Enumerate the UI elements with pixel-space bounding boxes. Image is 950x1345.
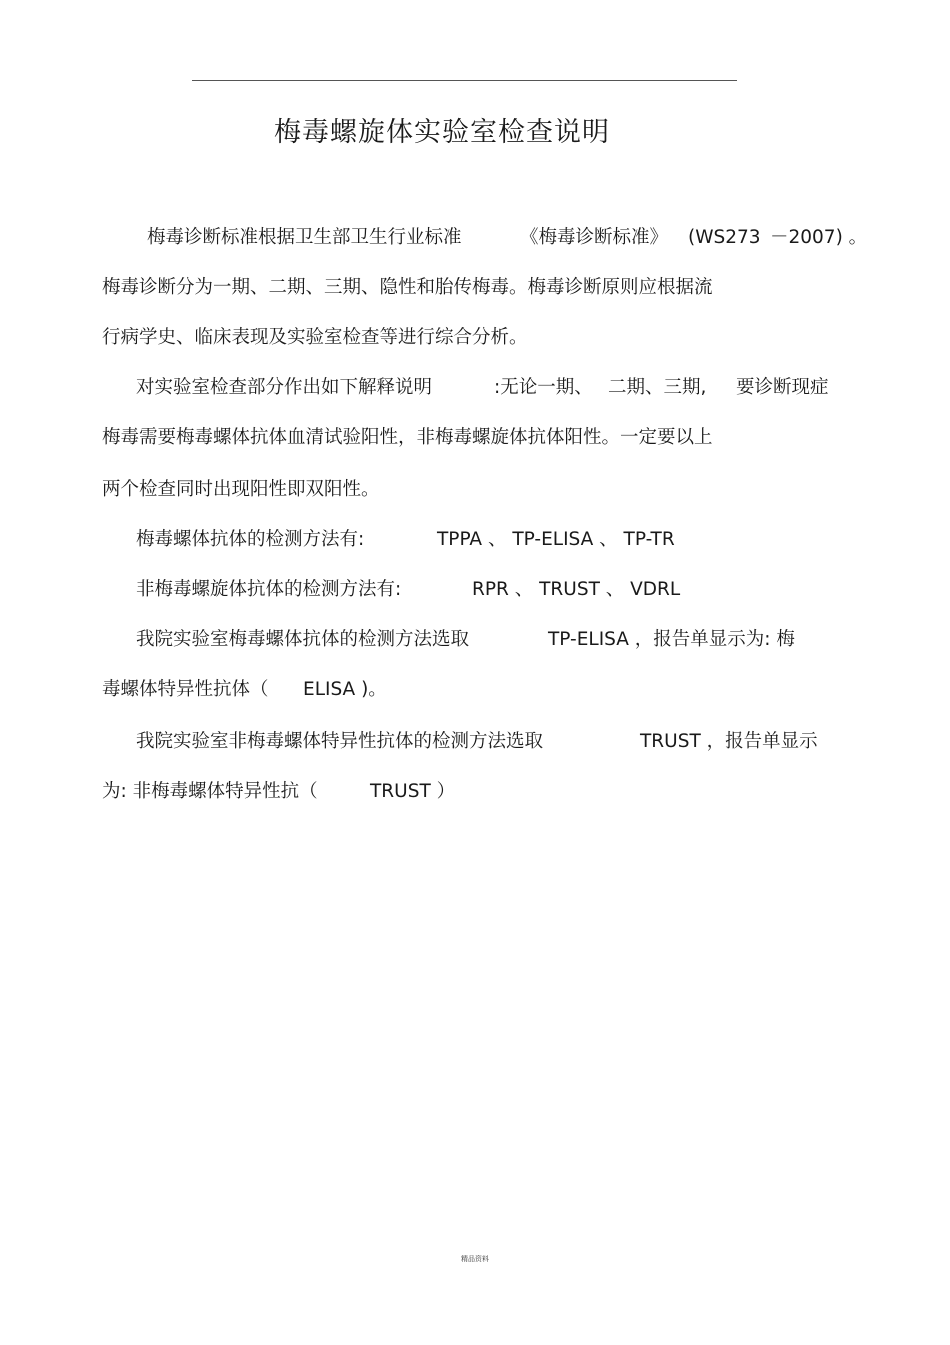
p2-text: 对实验室检查部分作出如下解释说明 [136,377,433,398]
p6-report-method: TRUST ） [370,781,456,802]
p3-methods: TPPA 、 TP-ELISA 、 TP-TR [437,529,675,550]
p1-text: 梅毒诊断标准根据卫生部卫生行业标准 [147,227,462,248]
p1-standard-code: (WS273 [688,227,761,248]
p2-text-b: :无论一期、 [494,377,593,398]
p5-report-label: 毒螺体特异性抗体（ [102,679,269,700]
p1-line-3: 行病学史、临床表现及实验室检查等进行综合分析。 [102,327,528,348]
p2-line-2: 梅毒需要梅毒螺体抗体血清试验阳性，非梅毒螺旋体抗体阳性。一定要以上 [102,427,713,448]
p2-text-c: 二期、三期, [608,377,707,398]
p1-standard-year: －2007) 。 [770,227,868,248]
p4-methods: RPR 、 TRUST 、 VDRL [472,579,681,600]
p1-line-1 [0,226,950,250]
p5-method: TP-ELISA ，报告单显示为: 梅 [548,629,795,650]
p4-line [0,578,950,602]
p3-label: 梅毒螺体抗体的检测方法有: [136,529,365,550]
p6-text: 我院实验室非梅毒螺体特异性抗体的检测方法选取 [136,731,544,752]
p5-text: 我院实验室梅毒螺体抗体的检测方法选取 [136,629,470,650]
document-title: 梅毒螺旋体实验室检查说明 [274,117,610,148]
p2-line-1 [0,376,950,400]
p5-line-2 [0,678,950,702]
p2-text-d: 要诊断现症 [736,377,829,398]
p6-method: TRUST ，报告单显示 [640,731,818,752]
p6-line-1 [0,730,950,754]
page-footer: 精品资料 [461,1255,489,1263]
p6-report-label: 为: 非梅毒螺体特异性抗（ [102,781,318,802]
p1-standard-name: 《梅毒诊断标准》 [520,227,669,248]
header-rule [192,80,737,81]
p1-line-2: 梅毒诊断分为一期、二期、三期、隐性和胎传梅毒。梅毒诊断原则应根据流 [102,277,713,298]
p5-report-method: ELISA )。 [303,679,387,700]
p3-line [0,528,950,552]
p6-line-2 [0,780,950,804]
p5-line-1 [0,628,950,652]
p2-line-3: 两个检查同时出现阳性即双阳性。 [102,479,380,500]
p4-label: 非梅毒螺旋体抗体的检测方法有: [136,579,402,600]
